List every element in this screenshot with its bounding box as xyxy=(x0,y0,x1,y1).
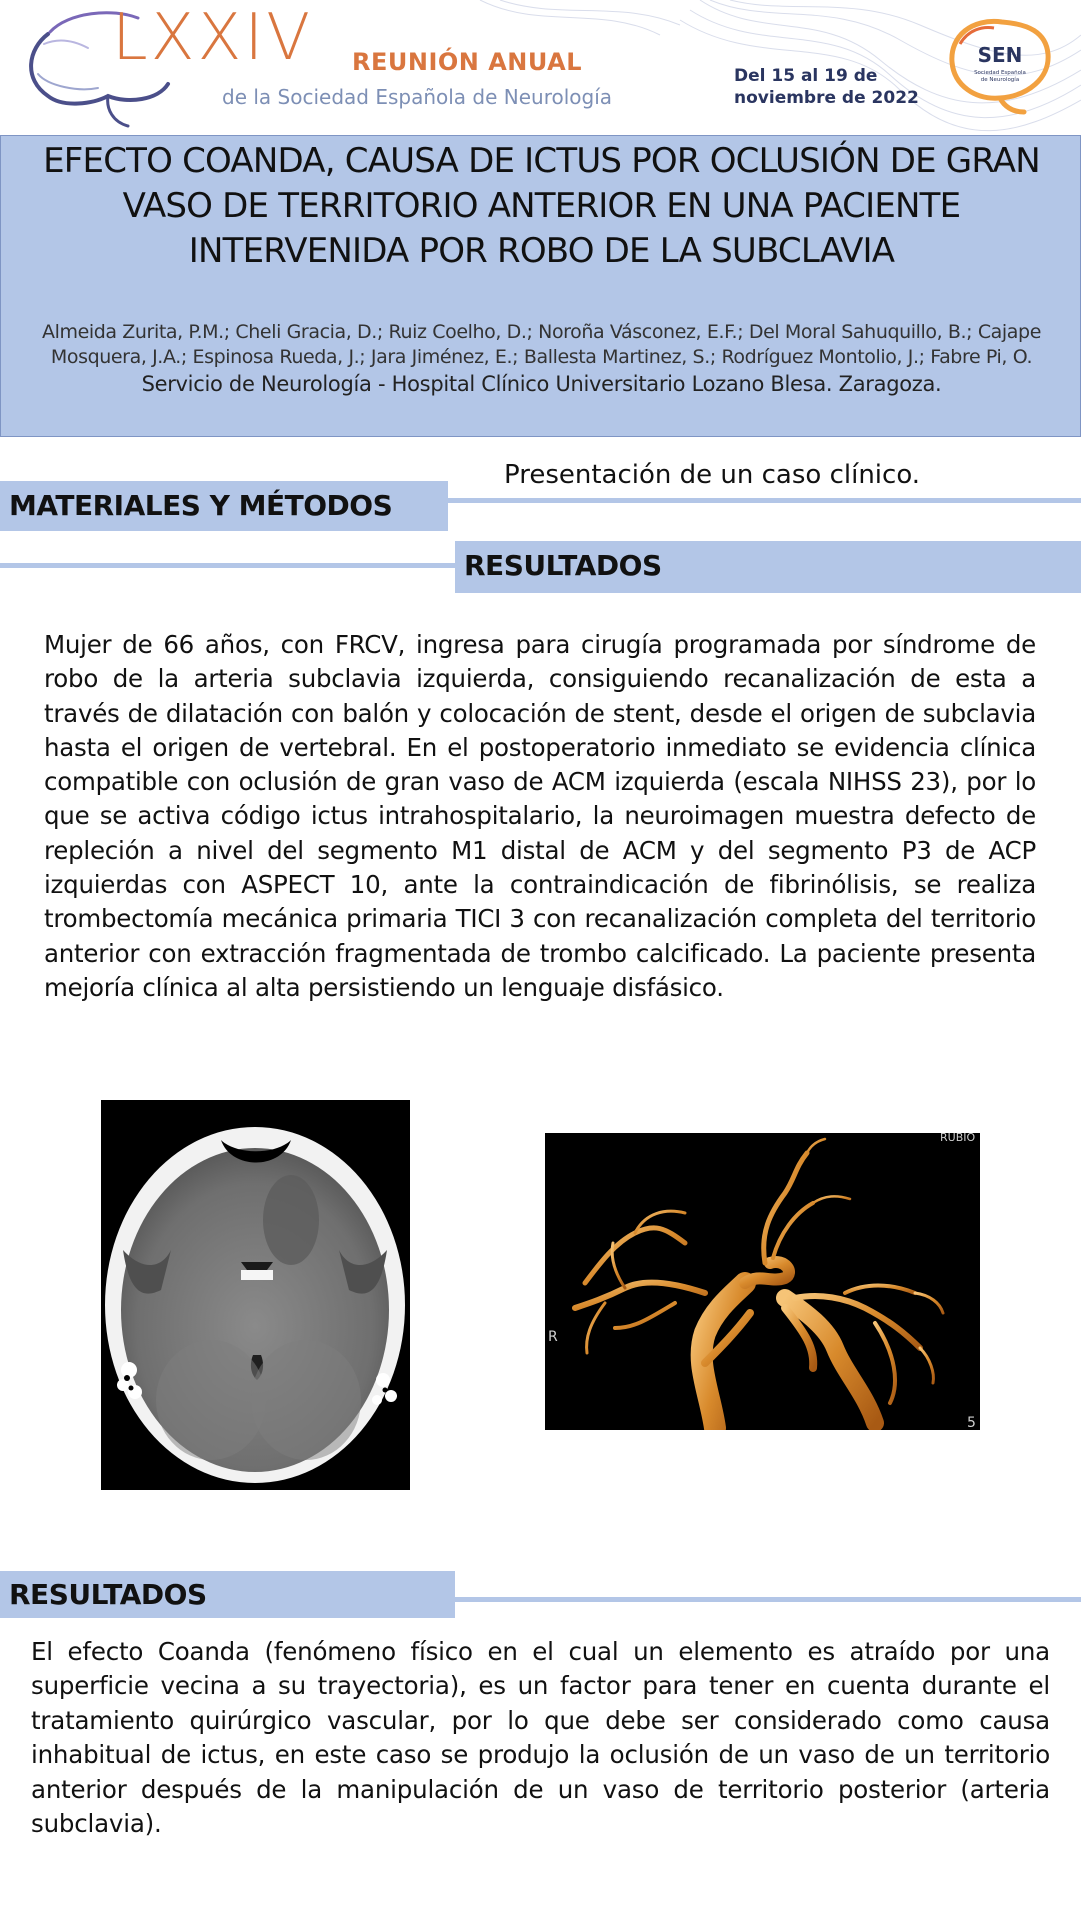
dates-line-2: noviembre de 2022 xyxy=(734,88,919,109)
sen-logo-subtext-1: Sociedad Española xyxy=(974,70,1026,76)
society-name: de la Sociedad Española de Neurología xyxy=(222,85,613,109)
conclusions-paragraph: El efecto Coanda (fenómeno físico en el cual un elemento es atraído por una superficie vecina a su trayectoria), es un factor para tener en cuenta durante el tratamiento quirúrgico vascular, por lo que debe ser considerado como causa inhabitual de ictus, en este caso se produjo la oclusión de un vaso de un territorio anterior después de la manipulación de un vaso de territorio posterior (arteria subclavia). xyxy=(31,1637,1050,1839)
sen-logo-text: SEN xyxy=(977,43,1023,67)
brain-ct-image xyxy=(101,1100,410,1490)
event-name: REUNIÓN ANUAL xyxy=(352,48,582,76)
affiliation: Servicio de Neurología - Hospital Clínico Universitario Lozano Blesa. Zaragoza. xyxy=(141,372,942,396)
methods-rule xyxy=(448,498,1081,503)
sen-logo-subtext-2: de Neurología xyxy=(980,77,1020,83)
title-line-2: VASO DE TERRITORIO ANTERIOR EN UNA PACIENTE xyxy=(122,186,961,226)
authors-line-2: Mosquera, J.A.; Espinosa Rueda, J.; Jara Jiménez, E.; Ballesta Martinez, S.; Rodríguez Montolio, J.; Fabre Pi, O. xyxy=(50,346,1033,368)
angio-corner-digit: 5 xyxy=(967,1415,976,1430)
methods-heading: MATERIALES Y MÉTODOS xyxy=(9,489,393,522)
title-line-1: EFECTO COANDA, CAUSA DE ICTUS POR OCLUSIÓN DE GRAN xyxy=(43,141,1040,181)
poster-title xyxy=(11,139,1072,274)
results-heading: RESULTADOS xyxy=(464,549,662,582)
results-paragraph: Mujer de 66 años, con FRCV, ingresa para cirugía programada por síndrome de robo de la arteria subclavia izquierda, consiguiendo recanalización de esta a través de dilatación con balón y colocación de stent, desde el origen de subclavia hasta el origen de vertebral. En el postoperatorio inmediato se evidencia clínica compatible con oclusión de gran vaso de ACM izquierda (escala NIHSS 23), por lo que se activa código ictus intrahospitalario, la neuroimagen muestra defecto de repleción a nivel del segmento M1 distal de ACM y del segmento P3 de ACP izquierdas con ASPECT 10, ante la contraindicación de fibrinólisis, se realiza trombectomía mecánica primaria TICI 3 con recanalización completa del territorio anterior con extracción fragmentada de trombo calcificado. La paciente presenta mejoría clínica al alta persistiendo un lenguaje disfásico. xyxy=(44,630,1036,1002)
author-list xyxy=(7,320,1076,370)
angio-side-label: R xyxy=(548,1329,558,1345)
congress-banner xyxy=(0,0,1081,135)
results-heading-bar xyxy=(455,541,1081,593)
dates-line-1: Del 15 al 19 de xyxy=(734,66,878,86)
title-line-3: INTERVENIDA POR ROBO DE LA SUBCLAVIA xyxy=(188,231,895,271)
conclusions-heading-bar xyxy=(0,1571,455,1618)
event-dates xyxy=(734,65,919,109)
authors-line-1: Almeida Zurita, P.M.; Cheli Gracia, D.; Ruiz Coelho, D.; Noroña Vásconez, E.F.; Del Moral Sahuquillo, B.; Cajape xyxy=(41,321,1041,343)
methods-text: Presentación de un caso clínico. xyxy=(504,460,921,490)
conclusions-rule xyxy=(455,1597,1081,1602)
sen-logo xyxy=(942,14,1062,118)
methods-heading-bar xyxy=(0,481,448,531)
conclusions-heading: RESULTADOS xyxy=(9,1578,207,1611)
results-rule xyxy=(0,563,455,568)
title-panel xyxy=(0,135,1081,437)
edition-number: LXXIV xyxy=(112,1,313,75)
angio-corner-label: RUBIO xyxy=(940,1133,976,1144)
angiography-3d-image xyxy=(545,1133,980,1430)
